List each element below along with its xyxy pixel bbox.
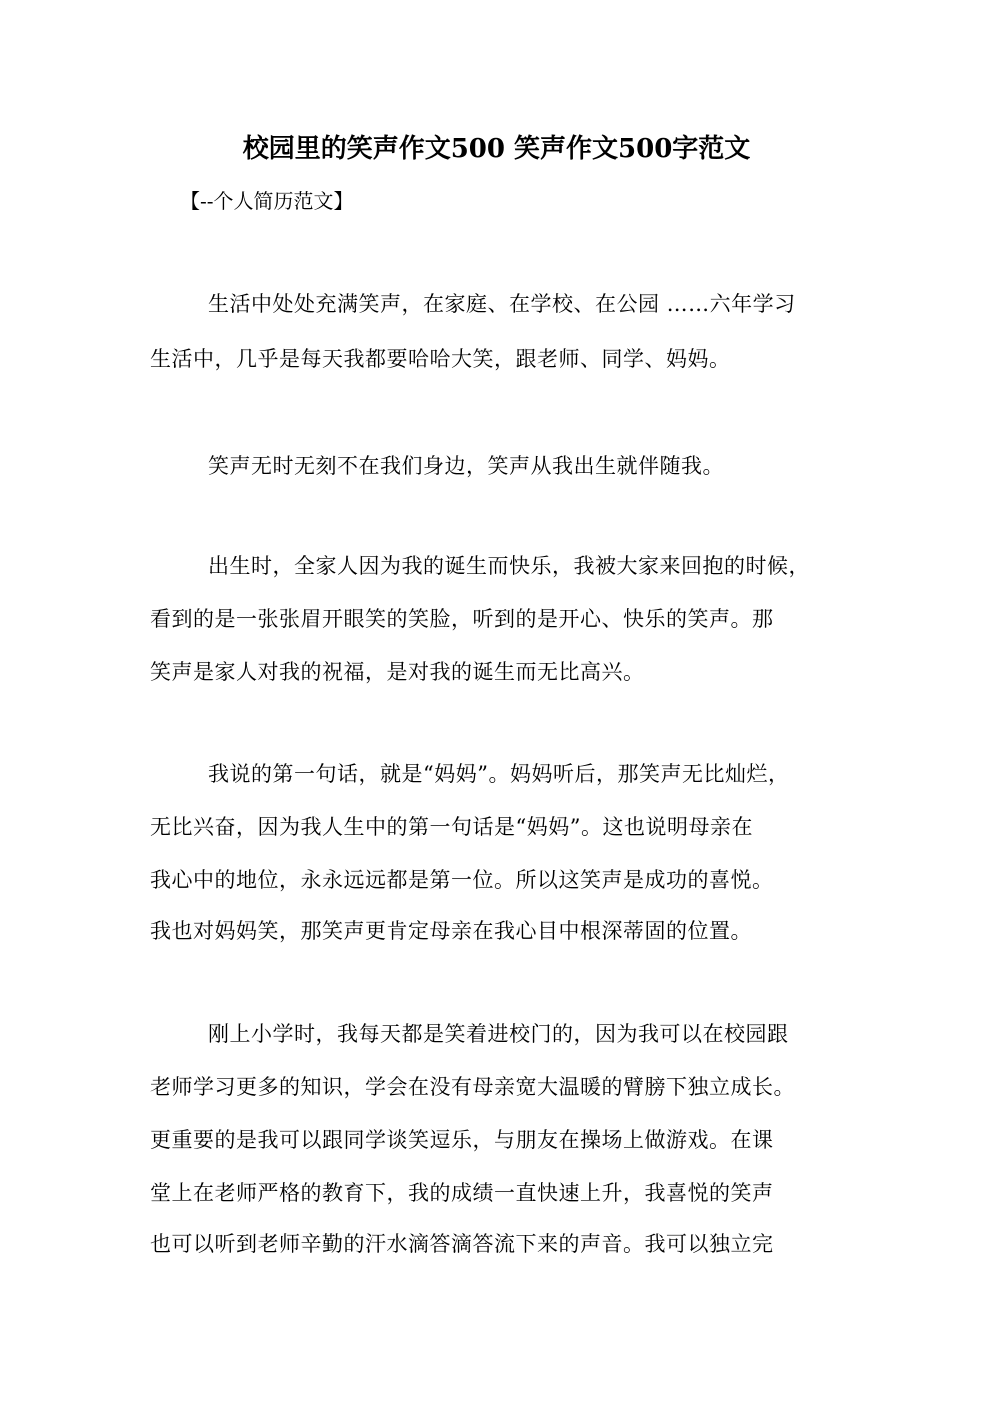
paragraph-line: 堂上在老师严格的教育下，我的成绩一直快速上升，我喜悦的笑声	[150, 1181, 774, 1205]
paragraph-line: 生活中处处充满笑声，在家庭、在学校、在公园 ……六年学习	[208, 292, 796, 316]
paragraph-line: 笑声无时无刻不在我们身边，笑声从我出生就伴随我。	[208, 454, 724, 478]
paragraph-line: 更重要的是我可以跟同学谈笑逗乐，与朋友在操场上做游戏。在课	[150, 1128, 774, 1152]
paragraph-line: 我心中的地位，永永远远都是第一位。所以这笑声是成功的喜悦。	[150, 868, 774, 892]
paragraph-line: 也可以听到老师辛勤的汗水滴答滴答流下来的声音。我可以独立完	[150, 1232, 774, 1256]
paragraph-line: 生活中，几乎是每天我都要哈哈大笑，跟老师、同学、妈妈。	[150, 347, 731, 371]
document-title: 校园里的笑声作文500 笑声作文500字范文	[242, 134, 751, 164]
paragraph-line: 出生时，全家人因为我的诞生而快乐，我被大家来回抱的时候，	[208, 554, 810, 578]
paragraph-line: 老师学习更多的知识，学会在没有母亲宽大温暖的臂膀下独立成长。	[150, 1075, 795, 1099]
paragraph-line: 我说的第一句话，就是“妈妈”。妈妈听后，那笑声无比灿烂，	[208, 762, 790, 786]
paragraph-line: 看到的是一张张眉开眼笑的笑脸，听到的是开心、快乐的笑声。那	[150, 607, 774, 631]
document-subtitle: 【--个人简历范文】	[180, 189, 354, 213]
paragraph-line: 刚上小学时，我每天都是笑着进校门的，因为我可以在校园跟	[208, 1022, 789, 1046]
paragraph-line: 我也对妈妈笑，那笑声更肯定母亲在我心目中根深蒂固的位置。	[150, 919, 752, 943]
paragraph-line: 无比兴奋，因为我人生中的第一句话是“妈妈”。这也说明母亲在	[150, 815, 753, 839]
paragraph-line: 笑声是家人对我的祝福，是对我的诞生而无比高兴。	[150, 660, 645, 684]
